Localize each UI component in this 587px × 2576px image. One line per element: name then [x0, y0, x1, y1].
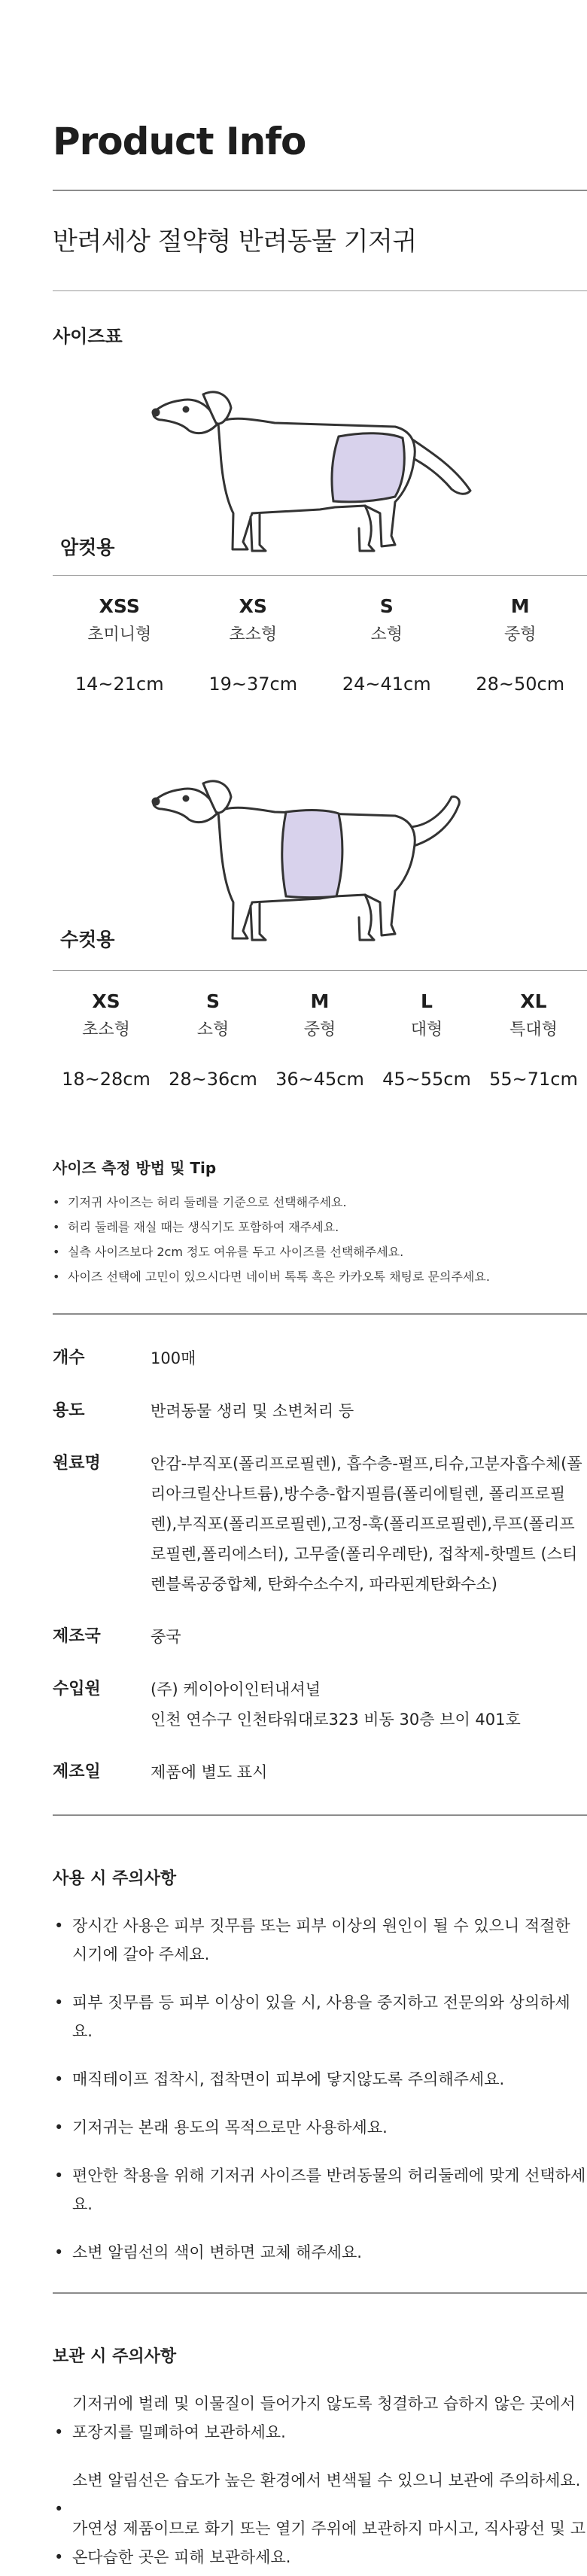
- list-item: • 소변 알림선은 습도가 높은 환경에서 변색될 수 있으니 보관에 주의하세요.: [53, 2466, 587, 2495]
- list-item: • 피부 짓무름 등 피부 이상이 있을 시, 사용을 중지하고 전문의와 상의하세요.: [53, 1988, 587, 2045]
- page-title: Product Info: [53, 120, 306, 163]
- spec-label: 개수: [53, 1349, 85, 1367]
- list-item: • 가연성 제품이므로 화기 또는 열기 주위에 보관하지 마시고, 직사광선 및 고온다습한 곳은 피해 보관하세요.: [53, 2514, 587, 2571]
- divider: [53, 2292, 587, 2294]
- size-code: XS: [239, 595, 267, 617]
- size-name: 초소형: [229, 625, 278, 644]
- size-code: M: [310, 990, 330, 1012]
- spec-table: [53, 1343, 587, 1810]
- size-range: 55~71cm: [489, 1069, 578, 1090]
- size-code: M: [510, 595, 530, 617]
- table-row: [53, 1396, 587, 1449]
- spec-value: 중국: [151, 1628, 181, 1646]
- size-range: 24~41cm: [342, 674, 431, 695]
- female-dog-diagram-icon: [147, 348, 485, 562]
- table-row: [53, 1674, 587, 1757]
- tips-title: 사이즈 측정 방법 및 Tip: [53, 1159, 217, 1177]
- size-name: 중형: [303, 1020, 336, 1039]
- list-item: • 편안한 착용을 위해 기저귀 사이즈를 반려동물의 허리둘레에 맞게 선택하세요.: [53, 2161, 587, 2219]
- spec-label: 제조국: [53, 1627, 101, 1646]
- spec-value: 제품에 별도 표시: [151, 1763, 268, 1781]
- list-item: • 기저귀는 본래 용도의 목적으로만 사용하세요.: [53, 2113, 587, 2142]
- size-code: XSS: [99, 595, 140, 617]
- divider: [53, 1814, 587, 1816]
- male-size-table: [53, 971, 587, 1117]
- size-name: 소형: [370, 625, 403, 644]
- size-range: 19~37cm: [208, 674, 298, 695]
- spec-label: 제조일: [53, 1762, 101, 1781]
- female-label: 암컷용: [60, 537, 115, 558]
- size-code: XL: [520, 990, 547, 1012]
- divider: [53, 290, 587, 291]
- male-dog-diagram-icon: [147, 737, 485, 951]
- list-item: • 기저귀 사이즈는 허리 둘레를 기준으로 선택해주세요.: [53, 1190, 587, 1215]
- spec-value: 100매: [151, 1349, 196, 1367]
- male-label: 수컷용: [60, 929, 115, 950]
- table-row: [53, 1343, 587, 1396]
- size-name: 특대형: [509, 1020, 558, 1039]
- list-item: • 소변 알림선의 색이 변하면 교체 해주세요.: [53, 2238, 587, 2267]
- product-info-page: [53, 0, 587, 2571]
- size-name: 초소형: [82, 1020, 130, 1039]
- list-item: • 실측 사이즈보다 2cm 정도 여유를 두고 사이즈를 선택해주세요.: [53, 1239, 587, 1264]
- spec-value: 안감-부직포(폴리프로필렌), 흡수층-펄프,티슈,고분자흡수체(폴리아크릴산나트륨),방수층-합지필름(폴리에틸렌, 폴리프로필렌),부직포(폴리프로필렌),고정-훅(폴리프로필렌),루프(폴리프로필렌,폴리에스터), 고무줄(폴리우레탄), 접착제-핫멜트 (스티렌블록공중합체, 탄화수소수지, 파라핀계탄화수소): [151, 1455, 582, 1593]
- size-range: 28~36cm: [169, 1069, 257, 1090]
- size-code: S: [379, 595, 394, 617]
- divider: [53, 1313, 587, 1315]
- size-name: 대형: [410, 1020, 443, 1039]
- size-chart-label: 사이즈표: [53, 326, 123, 347]
- male-dog-section: [53, 722, 587, 970]
- list-item: • 사이즈 선택에 고민이 있으시다면 네이버 톡톡 혹은 카카오톡 채팅로 문의주세요.: [53, 1264, 587, 1289]
- product-name: 반려세상 절약형 반려동물 기저귀: [53, 227, 417, 257]
- list-item: • 장시간 사용은 피부 짓무름 또는 피부 이상의 원인이 될 수 있으니 적절한 시기에 갈아 주세요.: [53, 1911, 587, 1969]
- size-code: XS: [92, 990, 120, 1012]
- storage-notes-list: [53, 2389, 587, 2571]
- size-name: 소형: [196, 1020, 230, 1039]
- tips-list: [53, 1190, 587, 1289]
- importer-name: (주) 케이아이인터내셔널: [151, 1680, 321, 1699]
- female-dog-section: [53, 348, 587, 575]
- female-size-table: [53, 576, 587, 722]
- spec-label: 용도: [53, 1401, 85, 1420]
- size-code: L: [421, 990, 433, 1012]
- size-range: 14~21cm: [75, 674, 164, 695]
- size-name: 중형: [503, 625, 537, 644]
- size-name: 초미니형: [87, 625, 152, 644]
- usage-notes-list: [53, 1911, 587, 2267]
- spec-label: 원료명: [53, 1454, 101, 1473]
- table-row: [53, 1757, 587, 1810]
- usage-notes-title: 사용 시 주의사항: [53, 1869, 177, 1888]
- list-item: • 매직테이프 접착시, 접착면이 피부에 닿지않도록 주의해주세요.: [53, 2065, 587, 2094]
- size-range: 28~50cm: [476, 674, 565, 695]
- size-code: S: [205, 990, 220, 1012]
- size-range: 18~28cm: [62, 1069, 151, 1090]
- list-item: • 기저귀에 벌레 및 이물질이 들어가지 않도록 청결하고 습하지 않은 곳에서 포장지를 밀폐하여 보관하세요.: [53, 2389, 587, 2447]
- importer-address: 인천 연수구 인천타워대로323 비동 30층 브이 401호: [151, 1711, 521, 1729]
- size-range: 45~55cm: [382, 1069, 471, 1090]
- storage-notes-title: 보관 시 주의사항: [53, 2347, 177, 2366]
- table-row: [53, 1449, 587, 1622]
- spec-value: 반려동물 생리 및 소변처리 등: [151, 1402, 354, 1420]
- table-row: [53, 1622, 587, 1674]
- list-item: • 허리 둘레를 재실 때는 생식기도 포함하여 재주세요.: [53, 1215, 587, 1239]
- spec-value: [151, 1674, 587, 1757]
- size-range: 36~45cm: [275, 1069, 364, 1090]
- spec-label: 수입원: [53, 1680, 101, 1699]
